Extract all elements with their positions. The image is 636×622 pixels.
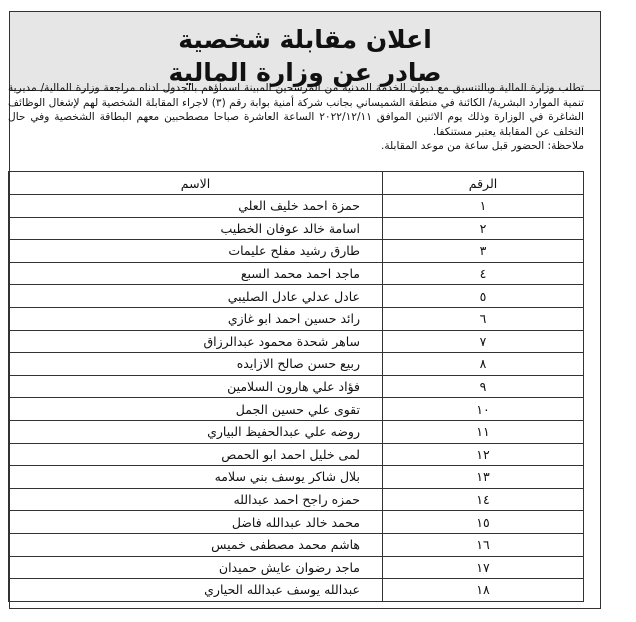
table-row: [9, 420, 584, 443]
table-row: [9, 285, 584, 308]
row-number: ٩: [383, 375, 584, 398]
table-row: [9, 466, 584, 489]
candidate-name: ماجد احمد محمد السبع: [9, 262, 383, 285]
candidate-name: اسامة خالد عوفان الخطيب: [9, 217, 383, 240]
announcement-note: ملاحظة: الحضور قبل ساعة من موعد المقابلة.: [380, 140, 584, 152]
table-row: [9, 375, 584, 398]
row-number: ١: [383, 195, 584, 218]
table-row: [9, 443, 584, 466]
table-row: [9, 307, 584, 330]
row-number: ١٤: [383, 488, 584, 511]
table-row: [9, 217, 584, 240]
candidate-name: ماجد رضوان عايش حميدان: [9, 556, 383, 579]
candidate-name: بلال شاكر يوسف بني سلامه: [9, 466, 383, 489]
candidates-table: [8, 171, 584, 602]
table-body: [9, 195, 584, 602]
table-row: [9, 262, 584, 285]
announcement-header: [10, 12, 600, 91]
candidate-name: عادل عدلي عادل الصليبي: [9, 285, 383, 308]
row-number: ٥: [383, 285, 584, 308]
table-row: [9, 511, 584, 534]
name-column-header: الاسم: [9, 172, 383, 195]
candidate-name: ربيع حسن صالح الازايده: [9, 353, 383, 376]
table-row: [9, 240, 584, 263]
row-number: ١٣: [383, 466, 584, 489]
candidate-name: حمزة احمد خليف العلي: [9, 195, 383, 218]
row-number: ٦: [383, 307, 584, 330]
candidate-name: طارق رشيد مفلح عليمات: [9, 240, 383, 263]
announcement-title: اعلان مقابلة شخصية: [178, 25, 432, 54]
announcement-subtitle: صادر عن وزارة المالية: [168, 58, 442, 87]
table-row: [9, 488, 584, 511]
row-number: ٣: [383, 240, 584, 263]
table-row: [9, 353, 584, 376]
row-number: ١٥: [383, 511, 584, 534]
candidate-name: عبدالله يوسف عبدالله الحياري: [9, 579, 383, 602]
number-column-header: الرقم: [383, 172, 584, 195]
candidate-name: لمى خليل احمد ابو الحمص: [9, 443, 383, 466]
table-header-row: [9, 172, 584, 195]
candidate-name: تقوى علي حسين الجمل: [9, 398, 383, 421]
row-number: ٧: [383, 330, 584, 353]
row-number: ١١: [383, 420, 584, 443]
row-number: ١٠: [383, 398, 584, 421]
announcement-body: [8, 81, 584, 154]
candidate-name: محمد خالد عبدالله فاضل: [9, 511, 383, 534]
row-number: ٢: [383, 217, 584, 240]
row-number: ٨: [383, 353, 584, 376]
table-row: [9, 195, 584, 218]
table-row: [9, 533, 584, 556]
table-row: [9, 398, 584, 421]
announcement-paragraph: تطلب وزارة المالية وبالتنسيق مع ديوان الخدمة المدنية من المرشحين المبينة اسماؤهم بالجدول ادناه مراجعة وزارة المالية/ مديرية تنمية الموارد البشرية/ الكائنة في منطقة الشميساني بجانب شركة أمنية بوابة رقم (٣) لاجراء المقابلة الشخصية لهم لإشغال الوظائف الشاغرة في الوزارة وذلك يوم الاثنين الموافق ٢٠٢٢/١٢/١١ الساعة العاشرة صباحا مصطحبين معهم البطاقة الشخصية وفي حال التخلف عن المقابلة يعتبر مستنكفا.: [8, 82, 584, 138]
candidate-name: حمزه راجح احمد عبدالله: [9, 488, 383, 511]
candidate-name: رائد حسين احمد ابو غازي: [9, 307, 383, 330]
table-row: [9, 330, 584, 353]
row-number: ١٦: [383, 533, 584, 556]
candidate-name: فؤاد علي هارون السلامين: [9, 375, 383, 398]
table-row: [9, 579, 584, 602]
candidate-name: ساهر شحدة محمود عبدالرزاق: [9, 330, 383, 353]
table-row: [9, 556, 584, 579]
candidate-name: روضه علي عبدالحفيظ البياري: [9, 420, 383, 443]
row-number: ٤: [383, 262, 584, 285]
row-number: ١٧: [383, 556, 584, 579]
row-number: ١٢: [383, 443, 584, 466]
candidate-name: هاشم محمد مصطفى خميس: [9, 533, 383, 556]
row-number: ١٨: [383, 579, 584, 602]
